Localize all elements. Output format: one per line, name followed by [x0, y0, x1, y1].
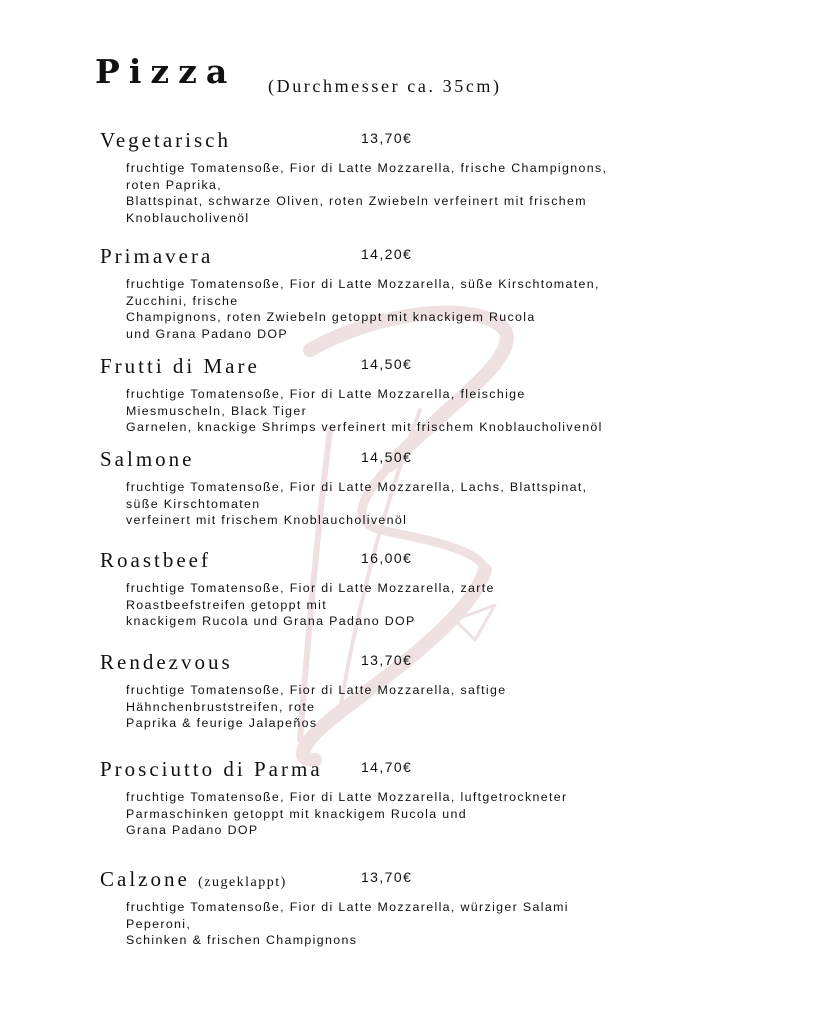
description-line: roten Paprika,: [126, 177, 223, 192]
description-line: Garnelen, knackige Shrimps verfeinert mit frischem Knoblaucholivenöl: [126, 420, 603, 434]
description-line: fruchtige Tomatensoße, Fior di Latte Mozzarella, fleischige: [126, 387, 526, 401]
menu-item: [100, 757, 740, 839]
item-description: [126, 386, 740, 436]
item-description: [126, 276, 740, 342]
description-line: fruchtige Tomatensoße, Fior di Latte Mozzarella, frische Champignons,: [126, 161, 608, 175]
description-line: Peperoni,: [126, 916, 192, 931]
item-name: Primavera: [100, 244, 214, 268]
description-line: Parmaschinken getoppt mit knackigem Rucola und: [126, 806, 468, 821]
item-name: Prosciutto di Parma: [100, 757, 323, 781]
menu-item: [100, 548, 740, 630]
description-line: fruchtige Tomatensoße, Fior di Latte Mozzarella, luftgetrockneter: [126, 790, 568, 804]
description-line: knackigem Rucola und Grana Padano DOP: [126, 614, 416, 628]
description-line: fruchtige Tomatensoße, Fior di Latte Mozzarella, würziger Salami: [126, 900, 569, 914]
description-line: Schinken & frischen Champignons: [126, 933, 358, 947]
item-description: [126, 580, 740, 630]
item-name: Calzone (zugeklappt): [100, 867, 287, 891]
item-name: Vegetarisch: [100, 128, 231, 152]
item-name: Frutti di Mare: [100, 354, 260, 378]
item-price: 13,70€: [361, 869, 413, 885]
description-line: verfeinert mit frischem Knoblaucholivenöl: [126, 513, 408, 527]
description-line: und Grana Padano DOP: [126, 326, 289, 341]
item-name: Roastbeef: [100, 548, 211, 572]
description-line: süße Kirschtomaten: [126, 496, 261, 511]
description-line: Zucchini, frische: [126, 293, 239, 308]
item-name: Rendezvous: [100, 650, 233, 674]
item-description: [126, 479, 740, 529]
menu-item: [100, 354, 740, 436]
item-description: [126, 682, 740, 732]
description-line: fruchtige Tomatensoße, Fior di Latte Mozzarella, saftige: [126, 683, 507, 697]
menu-header: [95, 52, 236, 91]
description-line: Blattspinat, schwarze Oliven, roten Zwiebeln verfeinert mit frischem: [126, 194, 587, 208]
menu-item: [100, 650, 740, 732]
item-price: 14,50€: [361, 356, 413, 372]
item-price: 14,50€: [361, 449, 413, 465]
description-line: fruchtige Tomatensoße, Fior di Latte Mozzarella, zarte: [126, 581, 495, 595]
item-description: [126, 160, 740, 226]
description-line: Roastbeefstreifen getoppt mit: [126, 597, 328, 612]
description-line: Champignons, roten Zwiebeln getoppt mit knackigem Rucola: [126, 310, 536, 324]
page-subtitle: (Durchmesser ca. 35cm): [268, 76, 502, 96]
item-price: 14,70€: [361, 759, 413, 775]
item-note: (zugeklappt): [198, 875, 287, 890]
menu-item: [100, 447, 740, 529]
description-line: Grana Padano DOP: [126, 823, 259, 837]
menu-item: [100, 128, 740, 226]
description-line: Paprika & feurige Jalapeños: [126, 716, 318, 730]
description-line: fruchtige Tomatensoße, Fior di Latte Mozzarella, süße Kirschtomaten,: [126, 277, 600, 291]
item-price: 16,00€: [361, 550, 413, 566]
item-description: [126, 899, 740, 949]
menu-item: [100, 244, 740, 342]
description-line: Knoblaucholivenöl: [126, 210, 250, 225]
description-line: Hähnchenbruststreifen, rote: [126, 699, 316, 714]
item-price: 13,70€: [361, 652, 413, 668]
item-price: 14,20€: [361, 246, 413, 262]
item-name: Salmone: [100, 447, 195, 471]
menu-item: [100, 867, 740, 949]
page-title: Pizza: [95, 52, 237, 91]
description-line: fruchtige Tomatensoße, Fior di Latte Mozzarella, Lachs, Blattspinat,: [126, 480, 588, 494]
item-price: 13,70€: [361, 130, 413, 146]
item-description: [126, 789, 740, 839]
description-line: Miesmuscheln, Black Tiger: [126, 403, 308, 418]
